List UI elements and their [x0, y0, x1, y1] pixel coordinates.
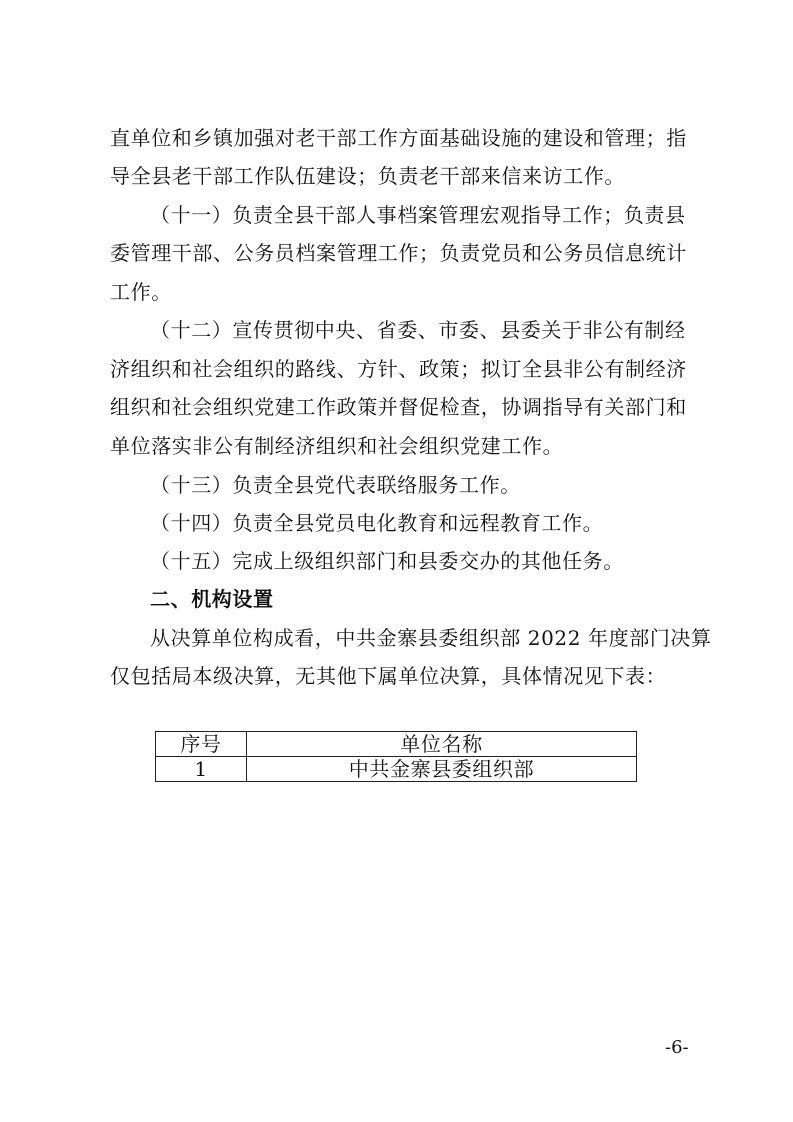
- table-row: [156, 757, 637, 782]
- paragraph-line: 从决算单位构成看，中共金寨县委组织部 2022 年度部门决算: [150, 626, 712, 650]
- table-cell: 中共金寨县委组织部: [247, 757, 637, 782]
- table-header-row: [156, 732, 637, 757]
- paragraph-line: 直单位和乡镇加强对老干部工作方面基础设施的建设和管理；指: [110, 126, 687, 150]
- paragraph-line: 导全县老干部工作队伍建设；负责老干部来信来访工作。: [110, 164, 625, 188]
- paragraph-line: 单位落实非公有制经济组织和社会组织党建工作。: [110, 434, 564, 458]
- paragraph-line: （十二）宣传贯彻中央、省委、市委、县委关于非公有制经: [150, 318, 686, 342]
- paragraph-line: （十一）负责全县干部人事档案管理宏观指导工作；负责县: [150, 203, 686, 227]
- table-cell: 1: [156, 757, 247, 782]
- paragraph-line: 组织和社会组织党建工作政策并督促检查，协调指导有关部门和: [110, 395, 687, 419]
- paragraph-line: （十三）负责全县党代表联络服务工作。: [150, 473, 521, 497]
- paragraph-line: 济组织和社会组织的路线、方针、政策；拟订全县非公有制经济: [110, 357, 687, 381]
- paragraph-line: 仅包括局本级决算，无其他下属单位决算，具体情况见下表：: [110, 664, 667, 688]
- unit-table: [155, 731, 637, 782]
- paragraph-line: 委管理干部、公务员档案管理工作；负责党员和公务员信息统计: [110, 241, 687, 265]
- table-header-cell: 单位名称: [247, 732, 637, 757]
- paragraph-line: 工作。: [110, 280, 172, 304]
- paragraph-line: （十四）负责全县党员电化教育和远程教育工作。: [150, 511, 604, 535]
- paragraph-line: （十五）完成上级组织部门和县委交办的其他任务。: [150, 549, 624, 573]
- table-header-cell: 序号: [156, 732, 247, 757]
- section-heading: 二、机构设置: [150, 587, 274, 611]
- page-number: -6-: [665, 1037, 689, 1058]
